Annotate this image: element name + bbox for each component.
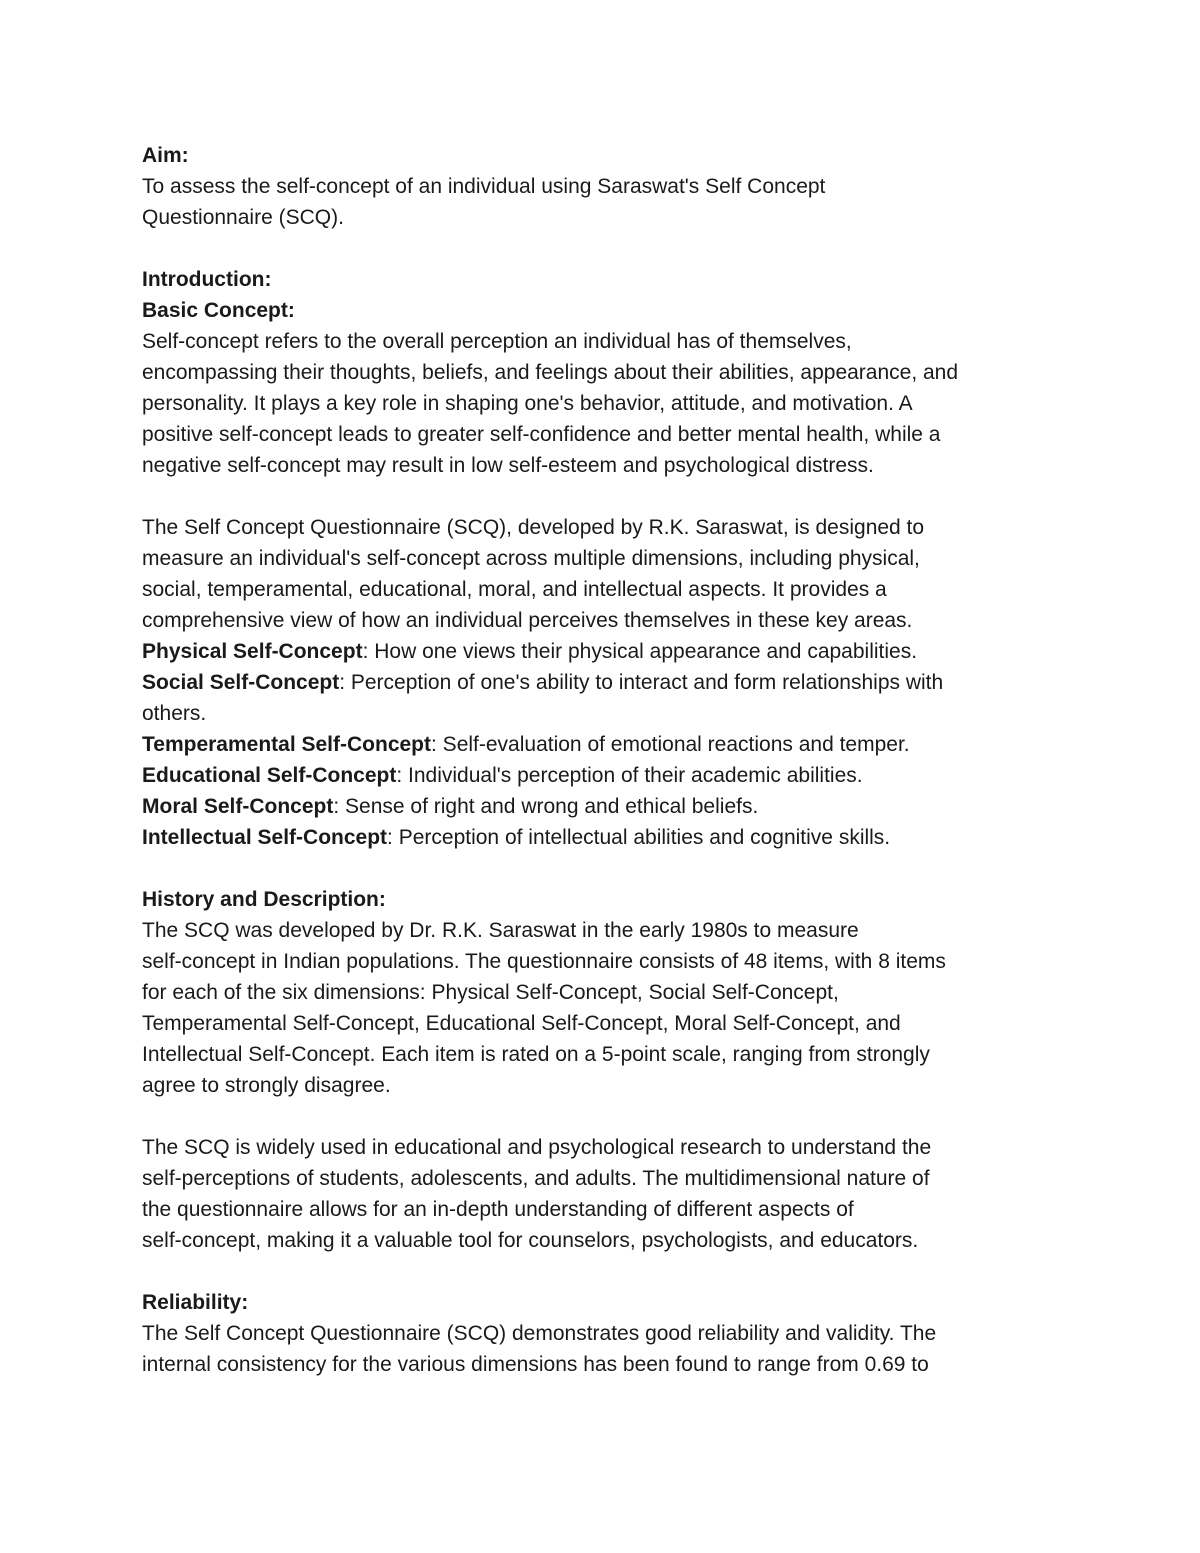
paragraph-gap	[142, 853, 1082, 884]
reliability-line: The Self Concept Questionnaire (SCQ) demonstrates good reliability and validity. The	[142, 1322, 937, 1345]
dimension-term: Moral Self-Concept	[142, 795, 334, 818]
dimension-term: Intellectual Self-Concept	[142, 826, 388, 849]
history-para2-line: self-perceptions of students, adolescents, and adults. The multidimensional nature of	[142, 1167, 930, 1190]
dimension-term: Temperamental Self-Concept	[142, 733, 432, 756]
dimension-temperamental	[142, 729, 1082, 760]
history-para2-line: The SCQ is widely used in educational and psychological research to understand the	[142, 1136, 932, 1159]
dimension-desc: : Individual's perception of their academic abilities.	[396, 764, 863, 787]
dimension-term: Social Self-Concept	[142, 671, 340, 694]
history-heading: History and Description:	[142, 888, 386, 911]
dimension-intellectual	[142, 822, 1082, 853]
document-page	[142, 140, 1082, 1380]
dimension-desc: : How one views their physical appearance and capabilities.	[362, 640, 918, 663]
paragraph-gap	[142, 481, 1082, 512]
dimension-educational	[142, 760, 1082, 791]
dimension-social	[142, 667, 1082, 698]
intro-para1-line: positive self-concept leads to greater self-confidence and better mental health, while a	[142, 423, 941, 446]
reliability-line: internal consistency for the various dimensions has been found to range from 0.69 to	[142, 1353, 929, 1376]
history-para1-line: self-concept in Indian populations. The questionnaire consists of 48 items, with 8 items	[142, 950, 946, 973]
dimension-desc: : Sense of right and wrong and ethical beliefs.	[333, 795, 759, 818]
dimension-physical	[142, 636, 1082, 667]
paragraph-gap	[142, 1256, 1082, 1287]
dimension-term: Educational Self-Concept	[142, 764, 397, 787]
intro-para2-line: social, temperamental, educational, moral, and intellectual aspects. It provides a	[142, 578, 887, 601]
dimension-desc: : Perception of one's ability to interact and form relationships with	[339, 671, 944, 694]
dimension-term: Physical Self-Concept	[142, 640, 363, 663]
reliability-heading: Reliability:	[142, 1291, 249, 1314]
dimension-desc: : Self-evaluation of emotional reactions and temper.	[431, 733, 910, 756]
dimension-social-continued: others.	[142, 702, 207, 725]
dimension-desc: : Perception of intellectual abilities and cognitive skills.	[387, 826, 891, 849]
intro-para2-line: comprehensive view of how an individual perceives themselves in these key areas.	[142, 609, 913, 632]
intro-para1-line: encompassing their thoughts, beliefs, and feelings about their abilities, appearance, and	[142, 361, 959, 384]
intro-para2-line: measure an individual's self-concept across multiple dimensions, including physical,	[142, 547, 920, 570]
dimension-moral	[142, 791, 1082, 822]
history-para1-line: Temperamental Self-Concept, Educational Self-Concept, Moral Self-Concept, and	[142, 1012, 901, 1035]
history-para2-line: the questionnaire allows for an in-depth understanding of different aspects of	[142, 1198, 854, 1221]
history-para1-line: Intellectual Self-Concept. Each item is rated on a 5-point scale, ranging from strongly	[142, 1043, 930, 1066]
history-para1-line: agree to strongly disagree.	[142, 1074, 391, 1097]
paragraph-gap	[142, 1101, 1082, 1132]
intro-para2-line: The Self Concept Questionnaire (SCQ), developed by R.K. Saraswat, is designed to	[142, 516, 925, 539]
aim-line: Questionnaire (SCQ).	[142, 206, 344, 229]
introduction-heading: Introduction:	[142, 268, 272, 291]
basic-concept-heading: Basic Concept:	[142, 299, 295, 322]
aim-line: To assess the self-concept of an individual using Saraswat's Self Concept	[142, 175, 826, 198]
history-para1-line: The SCQ was developed by Dr. R.K. Saraswat in the early 1980s to measure	[142, 919, 859, 942]
intro-para1-line: personality. It plays a key role in shaping one's behavior, attitude, and motivation. A	[142, 392, 913, 415]
paragraph-gap	[142, 233, 1082, 264]
history-para1-line: for each of the six dimensions: Physical Self-Concept, Social Self-Concept,	[142, 981, 839, 1004]
intro-para1-line: negative self-concept may result in low self-esteem and psychological distress.	[142, 454, 874, 477]
aim-heading: Aim:	[142, 144, 189, 167]
history-para2-line: self-concept, making it a valuable tool for counselors, psychologists, and educators.	[142, 1229, 919, 1252]
intro-para1-line: Self-concept refers to the overall perception an individual has of themselves,	[142, 330, 852, 353]
